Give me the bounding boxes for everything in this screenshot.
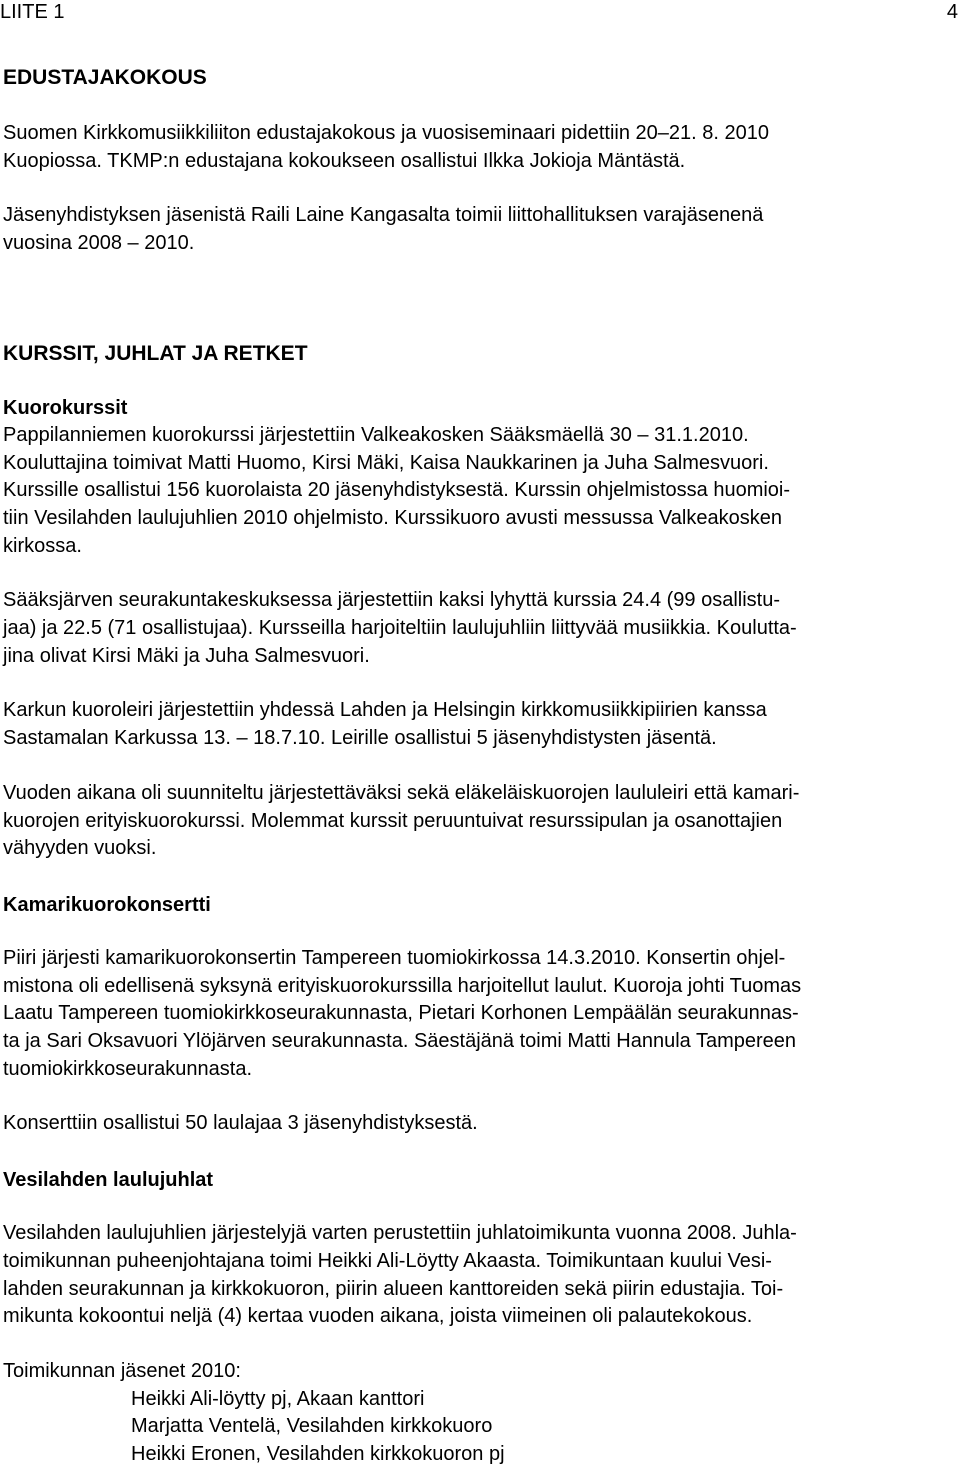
paragraph-vesilahti-1: Vesilahden laulujuhlien järjestelyjä varten perustettiin juhlatoimikunta vuonna 2008. Juhla- toimikunnan puheenjohtajana toimi Heikki Ali-Löytty Akaasta. Toimikuntaan kuului Vesi- lahden seurakunnan ja kirkkokuoron, piirin alueen kanttoreiden sekä piirin edustajia. Toi- mikunta kokoontui neljä (4) kertaa vuoden aikana, joista viimeinen oli palautekokous. [3, 1222, 797, 1328]
subsection-title-kamarikuorokonsertti: Kamarikuorokonsertti [3, 893, 211, 916]
paragraph-edustajakokous-1: Suomen Kirkkomusiikkiliiton edustajakokous ja vuosiseminaari pidettiin 20–21. 8. 2010 Kuopiossa. TKMP:n edustajana kokoukseen osallistui Ilkka Jokioja Mäntästä. [3, 122, 769, 172]
paragraph-kamari-1: Piiri järjesti kamarikuorokonsertin Tampereen tuomiokirkossa 14.3.2010. Konsertin ohjel- mistona oli edellisenä syksynä erityiskuorokurssilla harjoitellut laulut. Kuoroja johti Tuomas Laatu Tampereen tuomiokirkkoseurakunnasta, Pietari Korhonen Lempäälän seurakunnas- ta ja Sari Oksavuori Ylöjärven seurakunnasta. Säestäjänä toimi Matti Hannula Tampereen tuomiokirkkoseurakunnasta. [3, 946, 802, 1080]
paragraph-kuorokurssit-3: Karkun kuoroleiri järjestettiin yhdessä Lahden ja Helsingin kirkkomusiikkipiirien kanssa Sastamalan Karkussa 13. – 18.7.10. Leirille osallistui 5 jäsenyhdistysten jäsentä. [3, 699, 767, 750]
paragraph-kuorokurssit-2: Sääksjärven seurakuntakeskuksessa järjestettiin kaksi lyhyttä kurssia 24.4 (99 osallistu- jaa) ja 22.5 (71 osallistujaa). Kursseilla harjoiteltiin laulujuhliin liittyvää musiikkia. Koulutta- jina olivat Kirsi Mäki ja Juha Salmesvuori. [3, 589, 797, 667]
subsection-title-vesilahti: Vesilahden laulujuhlat [3, 1169, 214, 1192]
document-body [3, 64, 951, 1469]
paragraph-kuorokurssit-1: Pappilanniemen kuorokurssi järjestettiin Valkeakosken Sääksmäellä 30 – 31.1.2010. Kouluttajina toimivat Matti Huomo, Kirsi Mäki, Kaisa Naukkarinen ja Juha Salmesvuori. Kurssille osallistui 156 kuorolaista 20 jäsenyhdistyksestä. Kurssin ohjelmistossa huomioi- tiin Vesilahden laulujuhlien 2010 ohjelmisto. Kurssikuoro avusti messussa Valkeakosken kirkossa. [3, 423, 791, 557]
subsection-title-kuorokurssit: Kuorokurssit [3, 396, 128, 419]
list-item: Heikki Eronen, Vesilahden kirkkokuoron pj [131, 1443, 505, 1466]
page-number: 4 [946, 1, 958, 23]
paragraph-kuorokurssit-4: Vuoden aikana oli suunniteltu järjestettäväksi sekä eläkeläiskuorojen laululeiri että kamari- kuorojen erityiskuorokurssi. Molemmat kurssit peruuntuivat resurssipulan ja osanottajien vähyyden vuoksi. [3, 781, 800, 860]
list-item: Marjatta Ventelä, Vesilahden kirkkokuoro [131, 1415, 493, 1438]
members-title: Toimikunnan jäsenet 2010: [3, 1359, 241, 1382]
paragraph-edustajakokous-2: Jäsenyhdistyksen jäsenistä Raili Laine Kangasalta toimii liittohallituksen varajäsenenä vuosina 2008 – 2010. [3, 204, 764, 255]
section-title-kurssit: KURSSIT, JUHLAT JA RETKET [3, 341, 308, 365]
paragraph-kamari-2: Konserttiin osallistui 50 laulajaa 3 jäsenyhdistyksestä. [3, 1112, 478, 1135]
appendix-label: LIITE 1 [0, 1, 65, 23]
list-item: Heikki Ali-löytty pj, Akaan kanttori [131, 1387, 425, 1410]
section-title-edustajakokous: EDUSTAJAKOKOUS [3, 66, 207, 89]
members-list [131, 1386, 951, 1469]
